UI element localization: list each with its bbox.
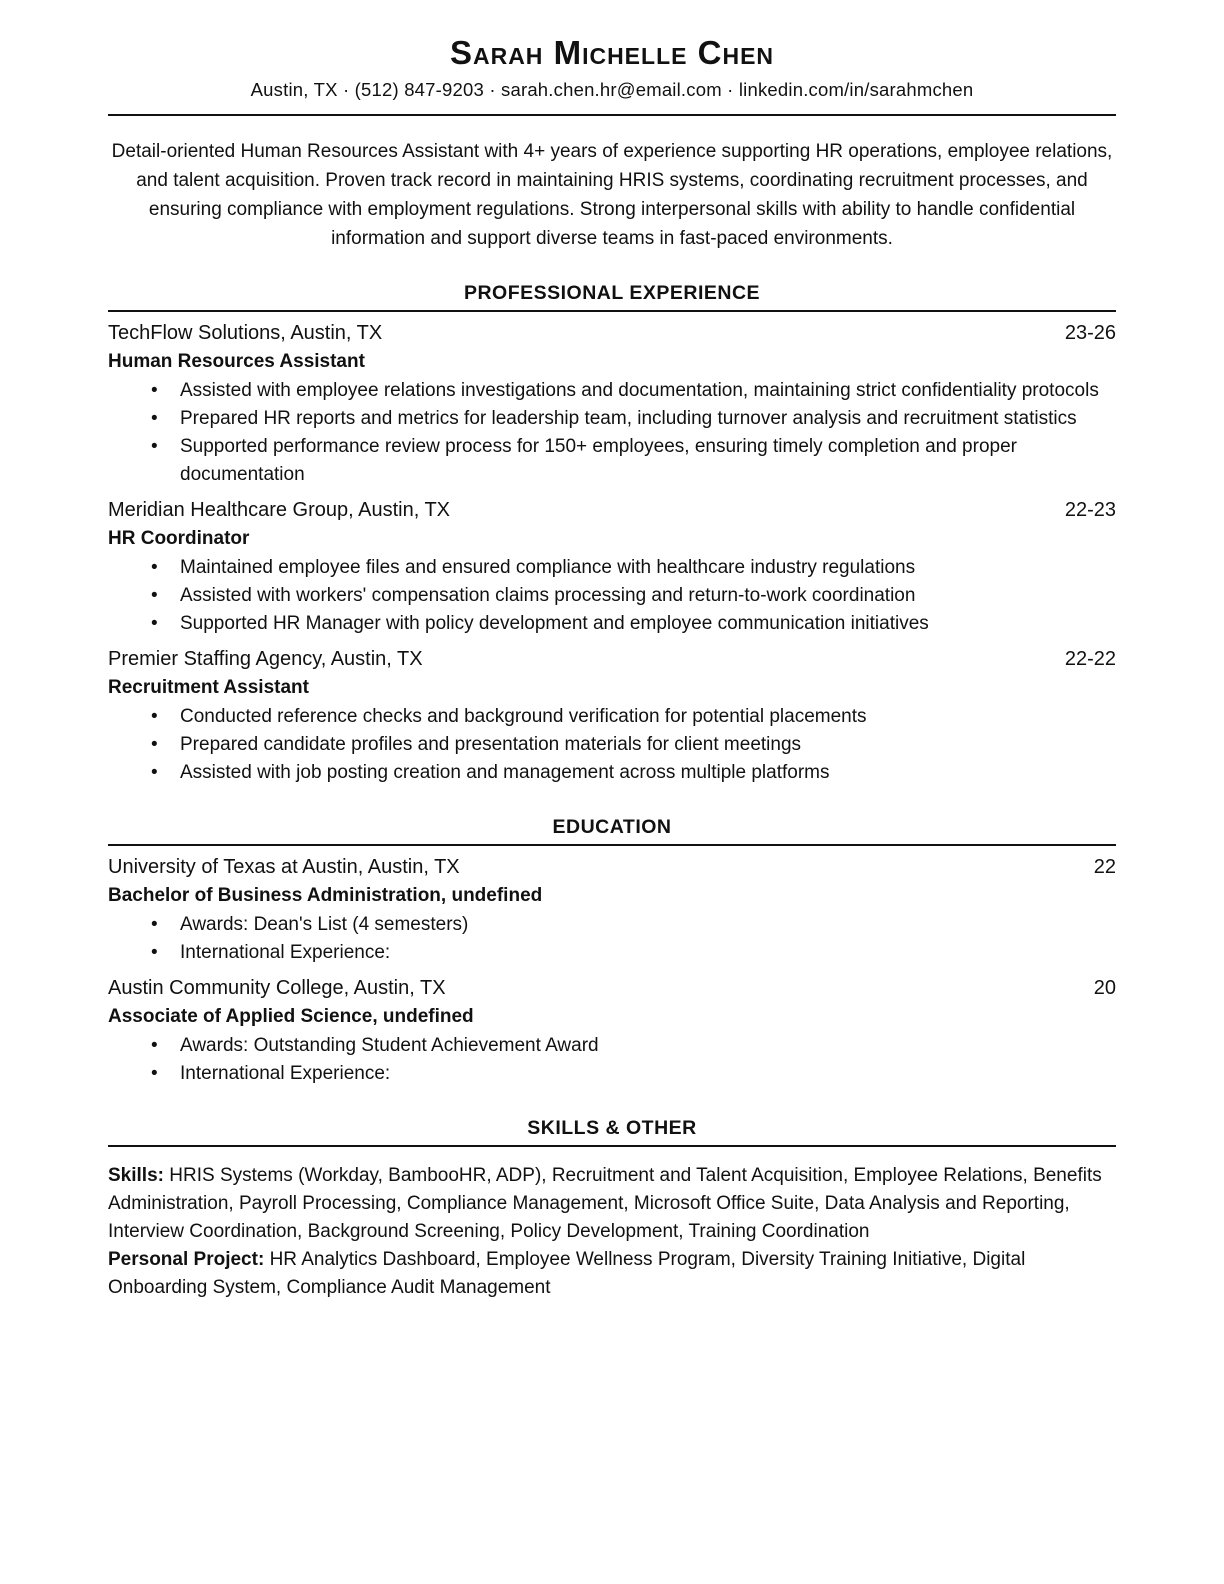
- entry-dates: 22: [1093, 855, 1116, 878]
- bullet-item: • Prepared candidate profiles and presentation materials for client meetings: [108, 731, 1116, 759]
- entry-header: [108, 496, 1116, 524]
- entry-dates: 23-26: [1064, 321, 1116, 344]
- bullet-item: • Supported performance review process for 150+ employees, ensuring timely completion and proper documentation: [108, 433, 1116, 489]
- section-divider: [108, 844, 1116, 846]
- job-title: Recruitment Assistant: [108, 676, 309, 698]
- section-experience: [108, 282, 1116, 787]
- bullet-item: • International Experience:: [108, 1060, 1116, 1088]
- school-name: University of Texas at Austin, Austin, TX: [108, 855, 460, 878]
- entry-header: [108, 319, 1116, 347]
- section-education: [108, 816, 1116, 1088]
- section-title-education: EDUCATION: [552, 815, 672, 838]
- bullet-item: • Assisted with job posting creation and management across multiple platforms: [108, 759, 1116, 787]
- company-name: TechFlow Solutions, Austin, TX: [108, 321, 383, 344]
- bullet-list: [108, 911, 1116, 967]
- entry-header: [108, 853, 1116, 881]
- job-title: HR Coordinator: [108, 527, 250, 549]
- section-divider: [108, 1145, 1116, 1147]
- skills-label: Skills:: [108, 1164, 164, 1186]
- entry-header: [108, 974, 1116, 1002]
- education-entry: [108, 853, 1116, 967]
- bullet-item: • Awards: Dean's List (4 semesters): [108, 911, 1116, 939]
- company-name: Premier Staffing Agency, Austin, TX: [108, 647, 423, 670]
- section-skills-other: [108, 1117, 1116, 1302]
- company-name: Meridian Healthcare Group, Austin, TX: [108, 498, 451, 521]
- bullet-list: [108, 1032, 1116, 1088]
- personal-project-line: [108, 1246, 1116, 1302]
- contact-line: Austin, TX · (512) 847-9203 · sarah.chen.hr@email.com · linkedin.com/in/sarahmchen: [250, 78, 974, 100]
- entry-dates: 22-22: [1064, 647, 1116, 670]
- bullet-list: [108, 703, 1116, 787]
- skills-line: [108, 1162, 1116, 1246]
- skills-text-block: [108, 1162, 1116, 1302]
- bullet-list: [108, 554, 1116, 638]
- bullet-item: • International Experience:: [108, 939, 1116, 967]
- section-divider: [108, 310, 1116, 312]
- skills-list: HRIS Systems (Workday, BambooHR, ADP), Recruitment and Talent Acquisition, Employee Relations, Benefits Administration, Payroll Processing, Compliance Management, Microsoft Office Suite, Data Analysis and Reporting, Interview Coordination, Background Screening, Policy Development, Training Coordination: [108, 1164, 1102, 1242]
- bullet-item: • Supported HR Manager with policy development and employee communication initiatives: [108, 610, 1116, 638]
- job-title: Human Resources Assistant: [108, 350, 365, 372]
- personal-project-label: Personal Project:: [108, 1248, 265, 1270]
- personal-project-list: HR Analytics Dashboard, Employee Wellness Program, Diversity Training Initiative, Digital Onboarding System, Compliance Audit Management: [108, 1248, 1026, 1298]
- entry-dates: 22-23: [1064, 498, 1116, 521]
- education-entry: [108, 974, 1116, 1088]
- bullet-item: • Assisted with workers' compensation claims processing and return-to-work coordination: [108, 582, 1116, 610]
- experience-entry: [108, 496, 1116, 638]
- resume-header: [108, 34, 1116, 116]
- experience-entry: [108, 319, 1116, 489]
- school-name: Austin Community College, Austin, TX: [108, 976, 446, 999]
- summary-paragraph: Detail-oriented Human Resources Assistant with 4+ years of experience supporting HR operations, employee relations, and talent acquisition. Proven track record in maintaining HRIS systems, coordinating recruitment processes, and ensuring compliance with employment regulations. Strong interpersonal skills with ability to handle confidential information and support diverse teams in fast-paced environments.: [111, 140, 1113, 249]
- section-title-experience: PROFESSIONAL EXPERIENCE: [463, 281, 761, 304]
- candidate-name: Sarah Michelle Chen: [449, 34, 775, 71]
- degree-title: Associate of Applied Science, undefined: [108, 1005, 474, 1027]
- bullet-item: • Assisted with employee relations investigations and documentation, maintaining strict confidentiality protocols: [108, 377, 1116, 405]
- entry-header: [108, 645, 1116, 673]
- experience-entry: [108, 645, 1116, 787]
- header-divider: [108, 114, 1116, 116]
- bullet-item: • Maintained employee files and ensured compliance with healthcare industry regulations: [108, 554, 1116, 582]
- bullet-item: • Conducted reference checks and background verification for potential placements: [108, 703, 1116, 731]
- entry-dates: 20: [1093, 976, 1116, 999]
- bullet-item: • Prepared HR reports and metrics for leadership team, including turnover analysis and recruitment statistics: [108, 405, 1116, 433]
- bullet-list: [108, 377, 1116, 489]
- degree-title: Bachelor of Business Administration, undefined: [108, 884, 543, 906]
- section-title-skills: SKILLS & OTHER: [527, 1116, 697, 1139]
- bullet-item: • Awards: Outstanding Student Achievement Award: [108, 1032, 1116, 1060]
